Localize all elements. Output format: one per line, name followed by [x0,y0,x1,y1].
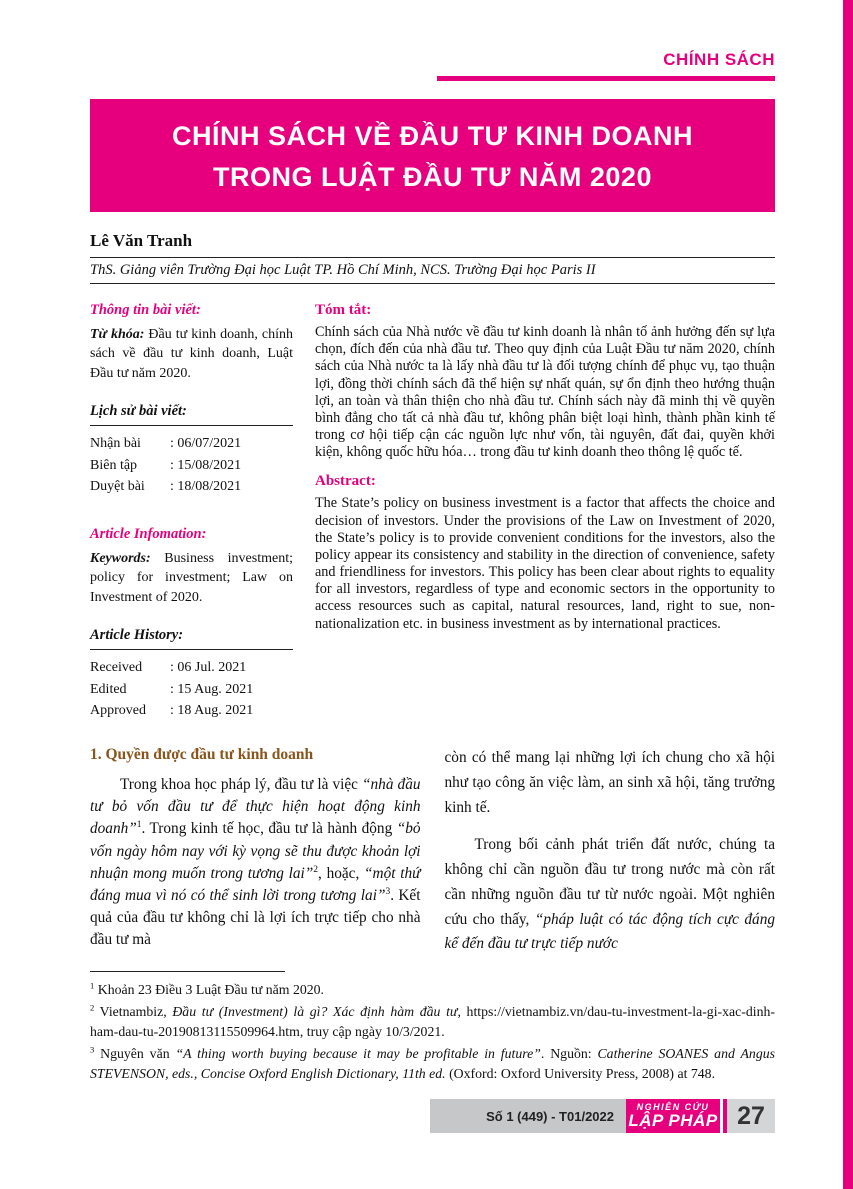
history-value: : 15/08/2021 [170,457,242,473]
history-vi-table [90,433,293,498]
keywords-vi: Từ khóa: Đầu tư kinh doanh, chính sách về đầu tư kinh doanh, Luật Đầu tư năm 2020. [90,327,293,381]
article-title-line-2: TRONG LUẬT ĐẦU TƯ NĂM 2020 [213,161,652,192]
history-en-table [90,657,293,722]
history-label: Edited [90,681,127,697]
history-value: : 18 Aug. 2021 [170,703,254,719]
history-value: : 06/07/2021 [170,435,242,451]
info-vi-heading: Thông tin bài viết: [90,302,201,318]
footnote-2: $^2$ Vietnambiz, Đầu tư (Investment) là gì? Xác định hàm đầu tư, https://vietnambiz.vn/dau-tu-investment-la-gi-xac-dinh-ham-dau-tu-20190813115509964.htm, truy cập ngày 10/3/2021. [90,1002,775,1040]
history-row [90,657,293,679]
body-paragraph-1: Trong khoa học pháp lý, đầu tư là việc “nhà đầu tư bỏ vốn đầu tư để thực hiện hoạt động kinh doanh”$^1$. Trong kinh tế học, đầu tư là hành động “bỏ vốn ngày hôm nay với kỳ vọng sẽ thu được khoản lợi nhuận mong muốn trong tương lai”$^2$, hoặc, “một thứ đáng mua vì nó có thể sinh lời trong tương lai”$^3$. Kết quả của đầu tư không chỉ là lợi ích trực tiếp cho nhà đầu tư mà [90,776,421,949]
history-label: Received [90,659,143,675]
page-footer [90,1099,775,1133]
author-affiliation: ThS. Giảng viên Trường Đại học Luật TP. Hồ Chí Minh, NCS. Trường Đại học Paris II [90,262,596,278]
category-label: CHÍNH SÁCH [663,50,775,69]
journal-logo-line-2: LẬP PHÁP [628,1111,718,1131]
article-title-line-1: CHÍNH SÁCH VỀ ĐẦU TƯ KINH DOANH [172,121,693,151]
history-vi-heading: Lịch sử bài viết: [90,403,293,426]
category-underline-rule [437,76,775,81]
body-column-right [445,746,776,957]
history-value: : 06 Jul. 2021 [170,659,247,675]
body-paragraph-3: Trong bối cảnh phát triển đất nước, chúng ta không chỉ cần nguồn đầu tư trong nước mà còn rất cần những nguồn đầu tư từ nước ngoài. Một nghiên cứu cho thấy, “pháp luật có tác động tích cực đáng kể đến đầu tư trực tiếp nước [444,835,775,953]
history-row [90,679,293,701]
info-en-heading: Article Infomation: [90,526,207,542]
footnote-separator-rule [90,971,285,972]
right-edge-accent-bar [843,0,853,1189]
body-column-left [90,746,421,957]
abstracts-section [315,302,775,722]
history-row [90,455,293,477]
history-label: Biên tập [90,457,138,473]
abstract-vi-heading: Tóm tắt: [315,302,372,318]
journal-logo-line-1: NGHIÊN CỨU [636,1102,710,1113]
section-1-heading: 1. Quyền được đầu tư kinh doanh [90,746,314,763]
abstract-vi-text: Chính sách của Nhà nước về đầu tư kinh doanh là nhân tố ảnh hưởng đến sự lựa chọn, đích đến của nhà đầu tư. Theo quy định của Luật Đầu tư năm 2020, chính sách của Nhà nước ta là lấy nhà đầu tư là đối tượng chính để phục vụ, tạo thuận lợi, đồng thời chính sách đã thể hiện sự nhất quán, sự ổn định theo hướng thuận lợi, an toàn và thân thiện cho nhà đầu tư. Chính sách này đã minh thị về quyền bình đẳng cho tất cả nhà đầu tư, không phân biệt loại hình, thành phần kinh tế trong cơ hội tiếp cận các nguồn lực như vốn, tài nguyên, đất đai, quyền khởi kiện, không quốc hữu hóa… trong đầu tư kinh doanh theo thông lệ quốc tế. [315,324,775,461]
keywords-en: Keywords: Business investment; policy for investment; Law on Investment of 2020. [90,551,293,605]
meta-sidebar [90,302,293,722]
abstract-en-text: The State’s policy on business investment is a factor that affects the choice and decision of investors. Under the provisions of the Law on Investment of 2020, the State’s policy is to provide convenient conditions for the investors, also the policy appear its consistency and stability in the direction of convenience, safety and friendliness for investors. This policy has been clear about rights to equality for all investors, regardless of type and economic sectors in the opportunity to access resources such as capital, natural resources, land, right to sue, non-nationalization etc. in business investment as by international practices. [315,495,775,632]
affiliation-box [90,257,775,284]
page-number: 27 [737,1101,765,1130]
body-paragraph-2: còn có thể mang lại những lợi ích chung cho xã hội như tạo công ăn việc làm, an sinh xã hội, tăng trưởng kinh tế. [444,749,775,816]
page-header [90,50,775,81]
footnotes-section [90,980,775,1084]
issue-info-bar [430,1099,626,1133]
history-value: : 15 Aug. 2021 [170,681,254,697]
history-label: Approved [90,703,146,719]
history-value: : 18/08/2021 [170,479,242,495]
history-label: Nhận bài [90,435,141,451]
article-title-banner [90,99,775,212]
footnote-3: $^3$ Nguyên văn “A thing worth buying because it may be profitable in future”. Nguồn: Catherine SOANES and Angus STEVENSON, eds., Concise Oxford English Dictionary, 11th ed. (Oxford: Oxford University Press, 2008) at 748. [90,1044,775,1082]
history-label: Duyệt bài [90,479,145,495]
article-meta-section [90,302,775,722]
article-body [90,746,775,957]
footnote-1: $^1$ Khoản 23 Điều 3 Luật Đầu tư năm 2020. [90,980,324,998]
history-row [90,433,293,455]
author-name: Lê Văn Tranh [90,231,193,250]
journal-logo [626,1099,720,1133]
issue-label: Số 1 (449) - T01/2022 [486,1108,614,1124]
history-row [90,700,293,722]
abstract-en-heading: Abstract: [315,473,376,490]
history-row [90,476,293,498]
page-number-block [727,1099,775,1133]
history-en-heading: Article History: [90,627,293,650]
